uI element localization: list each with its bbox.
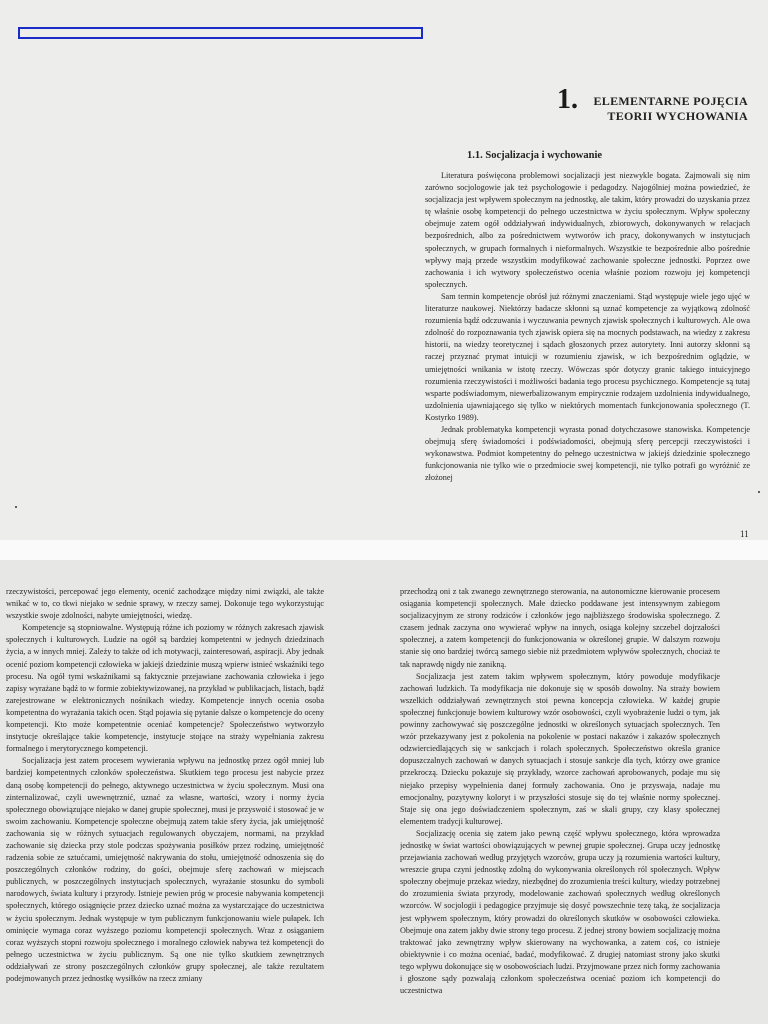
paragraph: Sam termin kompetencje obrósł już różnymi znaczeniami. Stąd występuje wiele jego ujęć w literaturze naukowej. Niektórzy badacze skłonni są uznać kompetencje za wyjątkową zdolność rozumienia bądź odczuwania i wyczuwania pewnych zjawisk społecznych i kulturowych. Ale owa zdolność do rozpoznawania tych zjawisk opiera się na mocnych podstawach, na wiedzy z zakresu historii, na wiedzy teoretycznej i sądach głoszonych przez autorytety. Inni autorzy skłonni są raczej przyznać prymat intuicji w rozumieniu zjawisk, w ich bezpośrednim oglądzie, w umiejętności wnikania w istotę rzeczy. Wówczas spór dotyczy granic takiego intuicyjnego rozumienia rzeczywistości i możliwości badania tego procesu psychicznego. Kompetencje są tutaj wsparte podświadomym, niewerbalizowanym empirycznie rodzajem uzdolnienia indywidualnego, uzdolnienia ujawniającego się tylko w niektórych momentach funkcjonowania społecznego (T. Kostyrko 1989).	[425, 291, 750, 422]
paragraph: Kompetencje są stopniowalne. Występują różne ich poziomy w różnych zakresach zjawisk społecznych i kulturowych. Ludzie na ogół są bardziej kompetentni w jednych dziedzinach życia, a w innych mniej. Zależy to także od ich motywacji, zainteresowań, aspiracji. Aby jednak ocenić poziom kompetencji człowieka w jakiejś dziedzinie muszą wpierw istnieć wskaźniki tego procesu. Na ogół tymi wskaźnikami są faktycznie przejawiane zachowania człowieka i jego zapisy wyrażane bądź to w formie zobiektywizowanej, na przykład w publikacjach, listach, bądź zarejestrowane w elektronicznych nośnikach wiedzy. Kompetencje innych ocenia osoba kompetentna do wyrażania takich ocen. Stąd pojawia się pytanie dalsze o kompetencje do oceny kompetencji. Kto może kompetentnie oceniać kompetencje? Społeczeństwo wytworzyło instytucje określające takie kompetencje, instytucje stojące na straży wypełniania zakresu formalnego i merytorycznego kompetencji.	[6, 623, 324, 754]
top-page-text	[425, 170, 750, 532]
paragraph: Jednak problematyka kompetencji wyrasta ponad dotychczasowe stanowiska. Kompetencje obejmują sferę świadomości i podświadomości, obejmują sferę percepcji rzeczywistości i wykonawstwa. Podmiot kompetentny do pełnego uczestnictwa w jakiejś dziedzinie społecznego funkcjonowania nie tylko wie o przedmiocie swej kompetencji, nie tylko potrafi go wyróżnić ze złożonej	[425, 424, 750, 483]
chapter-title-line-1: ELEMENTARNE POJĘCIA	[593, 94, 748, 108]
bottom-right-text	[400, 586, 720, 1024]
paragraph: rzeczywistości, percepować jego elementy, ocenić zachodzące między nimi związki, ale także wnikać w to, co tkwi niejako w sednie sprawy, w rzeczy samej. Dokonuje tego wykorzystując wszystkie swoje zdolności, nabyte umiejętności, wiedzę.	[6, 587, 324, 621]
scan-speck	[15, 506, 17, 508]
scan-bottom-spread	[0, 560, 768, 1024]
paragraph: Literatura poświęcona problemowi socjalizacji jest niezwykle bogata. Zajmowali się nim zarówno socjologowie jak też psychologowie i pedagodzy. Najogólniej można powiedzieć, że socjalizacja jest wpływem społecznym na jednostkę, ale takim, który prowadzi do uzyskania przez tę właśnie osobę kompetencji do pełnego uczestnictwa w życiu społecznym. Wpływ społeczny obejmuje zatem ogół oddziaływań indywidualnych, zbiorowych, dokonywanych w relacjach bezpośrednich, albo za pośrednictwem wytworów ich pracy, dokonywanych w instytucjach społecznych, w grupach formalnych i nieformalnych. Wszystkie te bezpośrednie albo pośrednie wpływy mają przede wszystkim modyfikować zachowanie społeczne jednostki. Poprzez owe zachowania i ich wytwory społeczeństwo ocenia właśnie poziom rozwoju jej kompetencji społecznych.	[425, 171, 750, 289]
paragraph: Socjalizację ocenia się zatem jako pewną część wpływu społecznego, która wprowadza jednostkę w świat wartości obowiązujących w pewnej grupie społecznej. Grupa uczy jednostkę przejawiania zachowań według przyjętych wzorców, grupa uczy ją rozumienia wartości kultury, wreszcie grupa czyni jednostkę zdolną do wykonywania określonych ról społecznych. Wpływ społeczny obejmuje przekaz wiedzy, niezbędnej do zrozumienia treści kultury, wiedzy potrzebnej do zrozumienia świata przyrody, modelowanie zachowań społecznych według określonych wzorców. W socjologii i pedagogice przyjmuje się dosyć powszechnie tezę taką, że socjalizacja jest wpływem społecznym, który prowadzi do określonych skutków w osobowości człowieka. Obejmuje ona zatem jakby dwie strony tego procesu. Z jednej strony bowiem socjalizację można traktować jako zewnętrzny wpływ skierowany na wychowanka, a zatem coś, co istnieje obiektywnie i co można oceniać, badać, modyfikować. Z drugiej natomiast strony jako skutki tego wpływu dokonujące się w osobowościach ludzi. Przyjmowane przez nich formy zachowania i głoszone sądy pozwalają członkom społeczeństwa oceniać poziom ich kompetencji do uczestnictwa	[400, 828, 720, 996]
chapter-title	[583, 94, 748, 124]
bottom-left-text	[6, 586, 324, 1024]
paragraph: Socjalizacja jest zatem takim wpływem społecznym, który powoduje modyfikacje zachowań ludzkich. Ta modyfikacja nie dokonuje się w sposób dowolny. Na straży bowiem wszelkich oddziaływań zewnętrznych stoi pewna koncepcja człowieka. W każdej grupie społecznej funkcjonuje bowiem kulturowy wzór osobowości, czyli wyobrażenie ludzi o tym, jak powinny zachowywać się poszczególne jednostki w określonych sytuacjach społecznych. Ten wzór przekazywany jest z pokolenia na pokolenie w postaci nakazów i zakazów społecznych odzwierciedlających się w sankcjach i rolach społecznych. Społeczeństwo określa granice dopuszczalnych zachowań w danych sytuacjach i stosuje sankcje dla tych, którzy owe granice przekroczą. Dziecku pokazuje się przykłady, wzorce zachowań aprobowanych, podaje mu się niejako przepisy wypełnienia danej formuły zachowania. Ono je przyswaja, nadaje mu emocjonalny, pozytywny koloryt i w przyszłości stosuje się do tej właśnie normy społecznej. Staje się ona jego doświadczeniem społecznym, zaś w skali grupy, czy klasy społecznej elementem tradycji kulturowej.	[400, 671, 720, 826]
selection-box	[18, 27, 423, 39]
chapter-title-line-2: TEORII WYCHOWANIA	[607, 109, 748, 123]
section-title: 1.1. Socjalizacja i wychowanie	[467, 150, 603, 161]
chapter-number: 1.	[557, 84, 578, 115]
paragraph: Socjalizacja jest zatem procesem wywierania wpływu na jednostkę przez ogół mniej lub bardziej kompetentnych członków społeczeństwa. Skutkiem tego procesu jest nabycie przez daną osobę kompetencji do pełnego, aktywnego uczestnictwa w życiu społecznym. Musi ona zinternalizować, czyli uwewnętrznić, uznać za własne, wartości, wzory i normy życia społecznego obowiązujące niejako w danej grupie społecznej, musi je przyswoić i stosować je w swoim zachowaniu. Kompetencje społeczne obejmują zatem takie sfery życia, jak umiejętność zachowania się w różnych sytuacjach regulowanych obyczajem, normami, na przykład zachowanie się dziecka przy stole podczas spożywania posiłków przez rodzinę, umiejętność radzenia sobie ze sztućcami, umiejętność nakrywania do stołu, umiejętność odnoszenia się do poszczególnych członków rodziny, do gości, obejmuje sferę zachowań w miejscach publicznych, w poszczególnych instytucjach społecznych, wyrażanie stosunku do symboli narodowych, świata kultury i przyrody. Istnieje pewien próg w procesie nabywania kompetencji społecznych, którego osiągnięcie przez dziecko uznać można za wystarczające do uczestnictwa w życiu społecznym. Jednak występuje w tym publicznym funkcjonowaniu wiele pułapek. Ich ominięcie wymaga coraz wyższego poziomu kompetencji społecznych. Wraz z osiąganiem coraz wyższych stopni rozwoju społecznego i moralnego człowiek nabywa też kompetencji do pełnego uczestnictwa w życiu publicznym. Są one nie tylko skutkiem zewnętrznych oddziaływań ze strony poszczególnych członków grupy społecznej, ale także rezultatem podejmowanych przez jednostkę wysiłków na rzecz zmiany	[6, 756, 324, 983]
scan-speck	[758, 491, 760, 493]
page-number: 11	[740, 529, 749, 539]
paragraph: przechodzą oni z tak zwanego zewnętrznego sterowania, na autonomiczne kierowanie procesem osiągania kompetencji społecznych. Małe dziecko poddawane jest intensywnym zabiegom socjalizacyjnym ze strony rodziców i członków jego najbliższego środowiska społecznego. Z czasem jednak zaczyna ono wywierać wpływ na innych, osiąga kolejny szczebel dojrzałości społecznej, a zatem kompetencji do funkcjonowania w określonej grupie. W dalszym rozwoju stanie się ono bardziej twórcą samego siebie niż przedmiotem wpływów społecznych, chociaż te tak naprawdę nigdy nie zanikną.	[400, 587, 720, 669]
scan-gap	[0, 540, 768, 560]
